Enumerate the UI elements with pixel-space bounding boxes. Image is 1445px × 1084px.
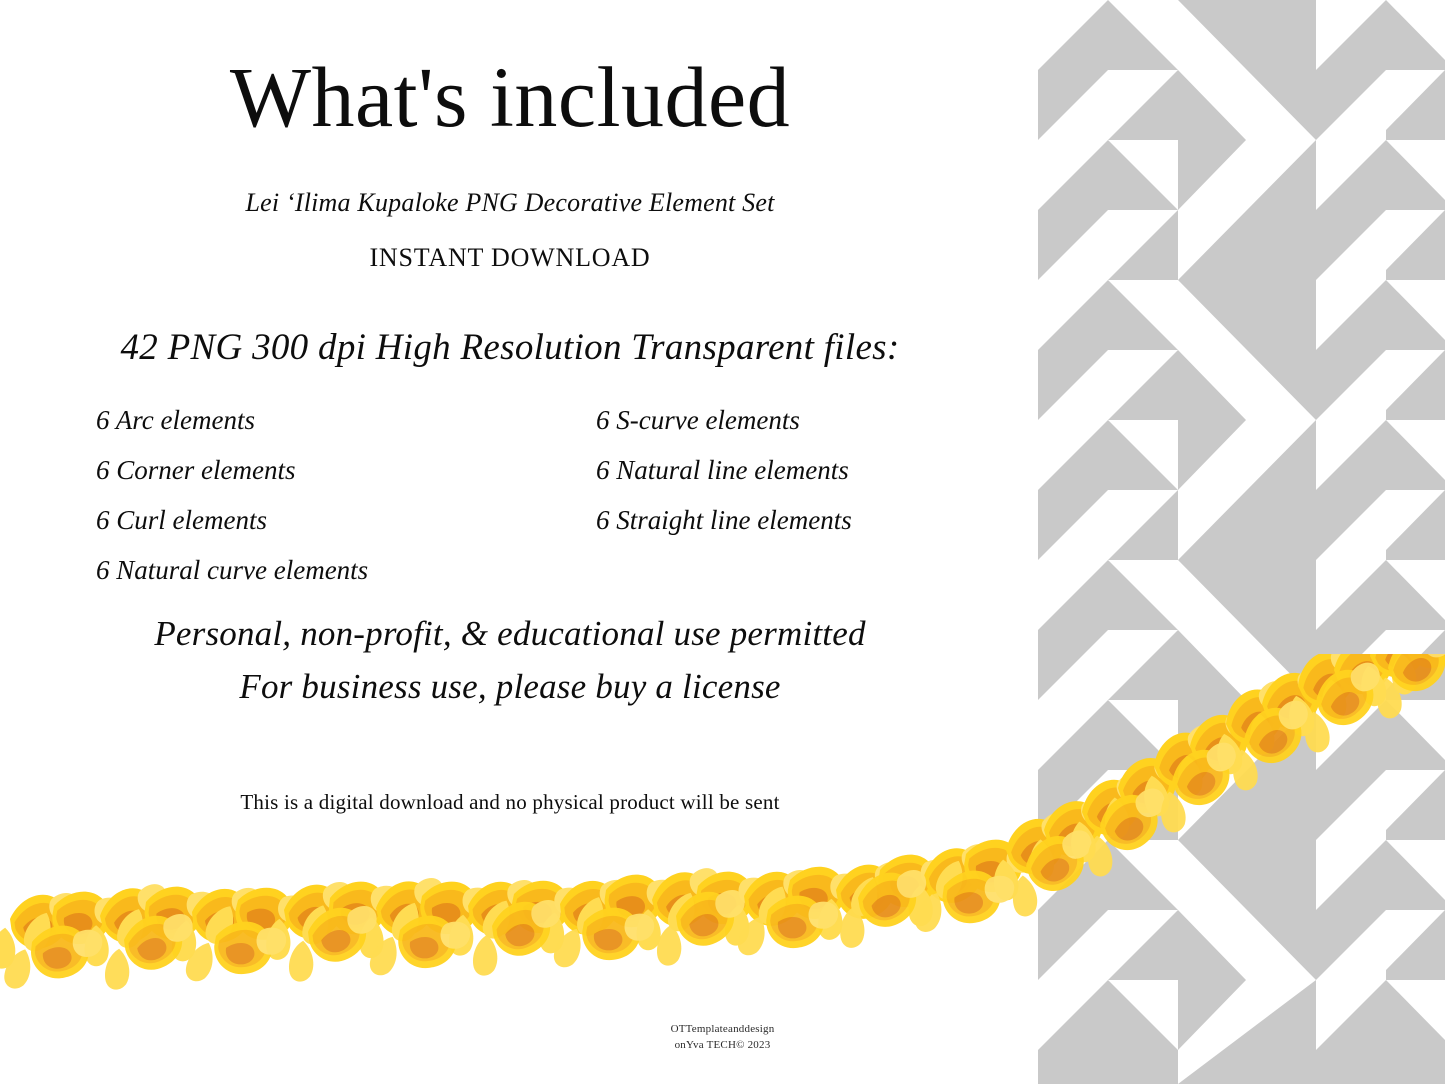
license-line: For business use, please buy a license <box>239 666 781 706</box>
list-item: 6 Straight line elements <box>596 504 852 535</box>
files-heading: 42 PNG 300 dpi High Resolution Transparent files: <box>120 327 900 368</box>
instant-download-label: INSTANT DOWNLOAD <box>369 243 651 272</box>
digital-download-note: This is a digital download and no physical product will be sent <box>240 790 780 814</box>
list-column-right <box>526 396 956 596</box>
footer-line: onYva TECH© 2023 <box>674 1038 771 1051</box>
product-subtitle: Lei ʻIlima Kupaloke PNG Decorative Element Set <box>245 188 775 217</box>
triangle-chevron-pattern-icon <box>1020 0 1445 1084</box>
included-elements-lists <box>96 396 956 596</box>
license-line: Personal, non-profit, & educational use permitted <box>154 614 866 653</box>
list-item: 6 Natural line elements <box>596 454 849 485</box>
footer-credit <box>0 1022 1445 1054</box>
list-item: 6 Natural curve elements <box>96 554 369 585</box>
list-item: 6 S-curve elements <box>596 405 800 435</box>
page-title: What's included <box>229 49 791 145</box>
list-item: 6 Arc elements <box>96 405 255 435</box>
footer-line: OTTemplateanddesign <box>670 1023 775 1035</box>
list-column-left <box>96 396 526 596</box>
license-terms <box>0 608 1020 713</box>
list-item: 6 Corner elements <box>96 454 296 485</box>
list-item: 6 Curl elements <box>96 504 267 535</box>
